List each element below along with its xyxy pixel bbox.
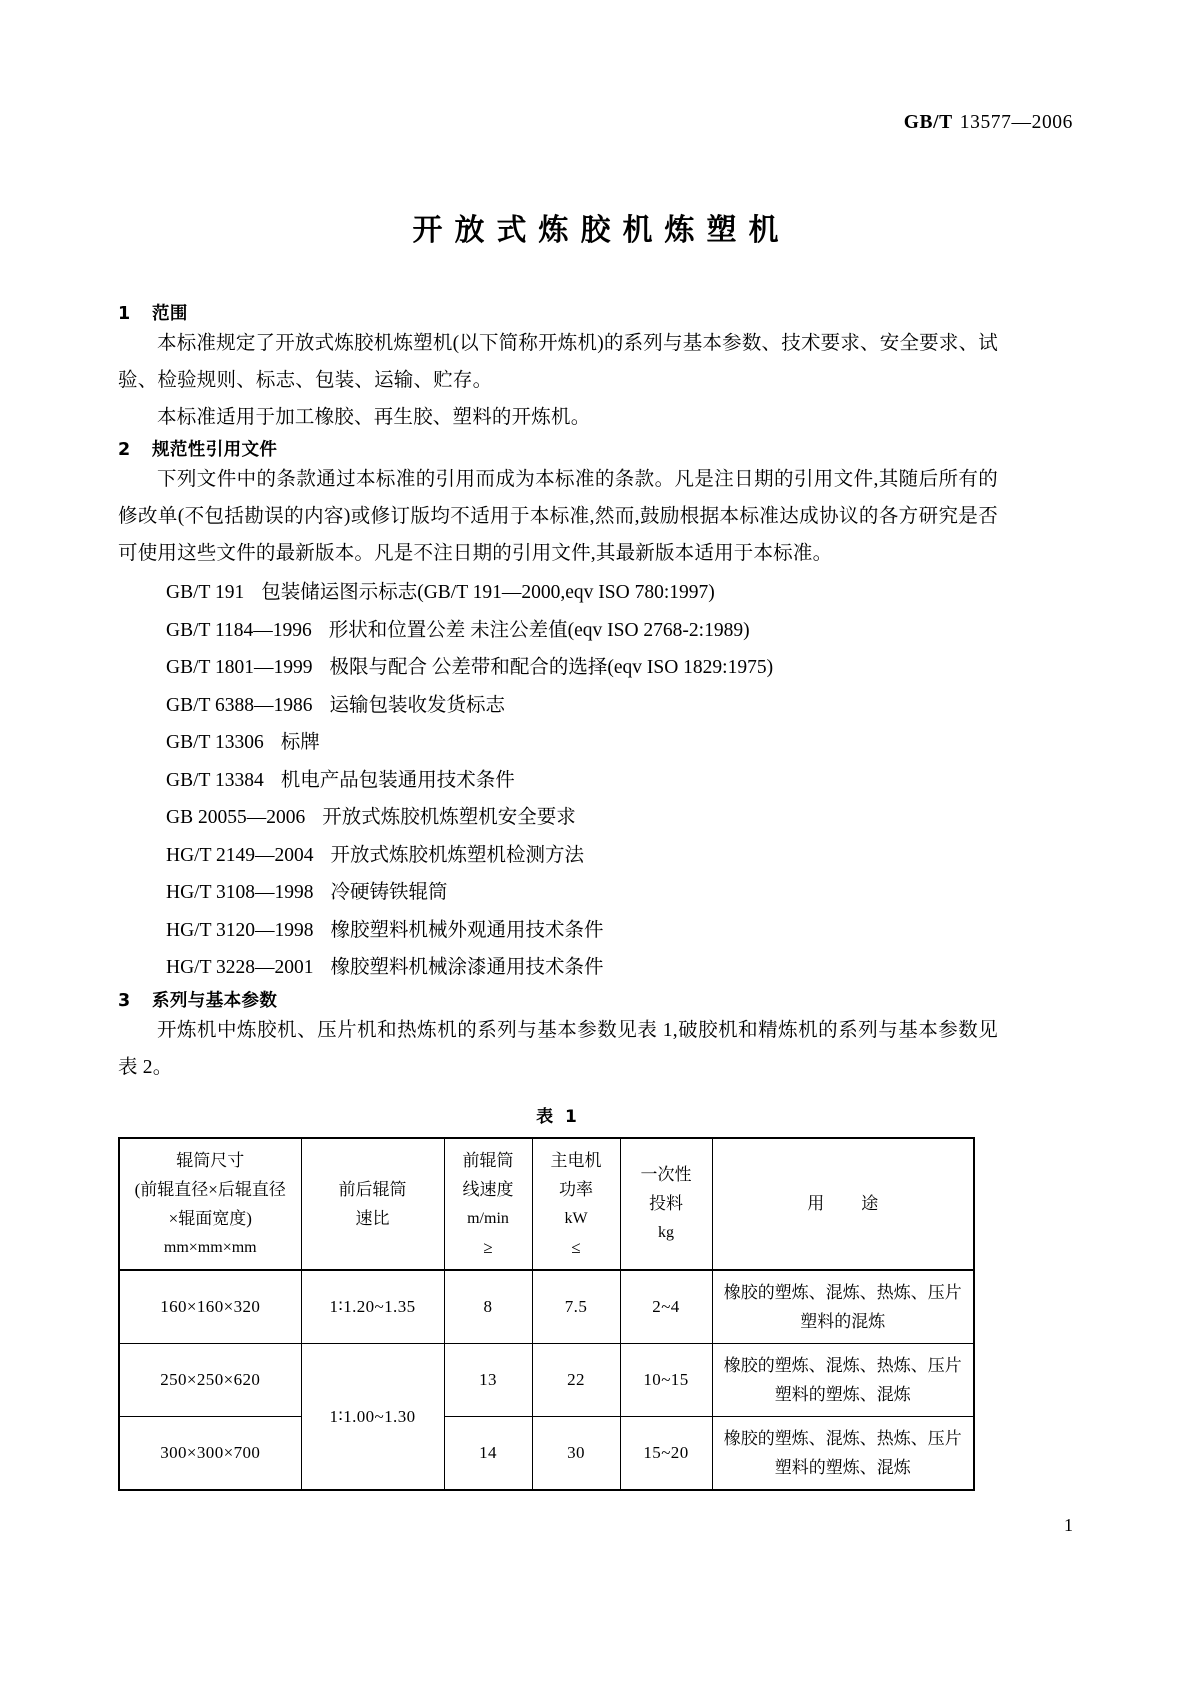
section-3-paragraph-1: 开炼机中炼胶机、压片机和热炼机的系列与基本参数见表 1,破胶机和精炼机的系列与基本参数见表 2。	[118, 1019, 998, 1078]
linear-speed-line-2: 线速度	[462, 1179, 514, 1199]
speed-ratio-line-2: 速比	[355, 1208, 390, 1228]
table-row	[119, 1416, 974, 1490]
reference-title: 橡胶塑料机械涂漆通用技术条件	[330, 957, 604, 978]
reference-title: 极限与配合 公差带和配合的选择(eqv ISO 1829:1975)	[329, 657, 774, 678]
section-heading-3	[118, 987, 998, 1012]
application-line-2: 塑料的塑炼、混炼	[774, 1457, 911, 1477]
batch-charge-line-2: 投料	[649, 1194, 683, 1213]
document-body	[118, 300, 998, 1491]
list-item	[118, 687, 998, 725]
motor-power-unit: kW	[564, 1209, 588, 1227]
cell-roll-size: 250×250×620	[119, 1343, 301, 1416]
roll-size-line-2: (前辊直径×后辊直径	[134, 1179, 286, 1199]
speed-ratio-line-1: 前后辊筒	[338, 1179, 407, 1199]
page-title: 开放式炼胶机炼塑机	[412, 213, 791, 248]
reference-code: GB/T 1184—1996	[166, 619, 312, 641]
list-item	[118, 837, 998, 875]
reference-code: GB/T 13306	[166, 732, 264, 753]
cell-motor-power: 22	[532, 1343, 620, 1416]
reference-title: 包装储运图示标志(GB/T 191—2000,eqv ISO 780:1997)	[261, 582, 715, 603]
motor-power-symbol: ≤	[571, 1237, 581, 1257]
cell-batch-charge: 10~15	[620, 1343, 712, 1416]
column-header-speed-ratio	[301, 1138, 444, 1270]
table-caption: 表 1	[536, 1106, 580, 1127]
column-header-linear-speed	[444, 1138, 532, 1270]
application-line-2: 塑料的混炼	[800, 1311, 886, 1331]
cell-motor-power: 7.5	[532, 1270, 620, 1344]
section-1-paragraph-1: 本标准规定了开放式炼胶机炼塑机(以下简称开炼机)的系列与基本参数、技术要求、安全要求、试验、检验规则、标志、包装、运输、贮存。	[118, 333, 998, 391]
section-2-paragraph-1: 下列文件中的条款通过本标准的引用而成为本标准的条款。凡是注日期的引用文件,其随后所有的修改单(不包括勘误的内容)或修订版均不适用于本标准,然而,鼓励根据本标准达成协议的各方研究是否可使用这些文件的最新版本。凡是不注日期的引用文件,其最新版本适用于本标准。	[118, 469, 998, 564]
column-header-batch-charge	[620, 1138, 712, 1270]
reference-code: HG/T 2149—2004	[166, 844, 314, 866]
cell-speed-ratio: 1∶1.20~1.35	[301, 1270, 444, 1344]
reference-title: 橡胶塑料机械外观通用技术条件	[330, 919, 604, 941]
application-line-1: 橡胶的塑炼、混炼、热炼、压片	[723, 1428, 962, 1448]
cell-roll-size: 160×160×320	[119, 1270, 301, 1344]
reference-code: GB 20055—2006	[166, 807, 306, 828]
reference-code: GB/T 13384	[166, 769, 264, 791]
reference-code: HG/T 3108—1998	[166, 882, 314, 903]
cell-linear-speed: 14	[444, 1416, 532, 1490]
reference-title: 开放式炼胶机炼塑机安全要求	[322, 807, 576, 828]
list-item	[118, 649, 998, 687]
list-item	[118, 724, 998, 762]
batch-charge-line-1: 一次性	[640, 1165, 692, 1184]
cell-linear-speed: 8	[444, 1270, 532, 1344]
list-item	[118, 949, 998, 987]
list-item	[118, 799, 998, 837]
motor-power-line-1: 主电机	[550, 1150, 602, 1170]
reference-code: GB/T 6388—1986	[166, 694, 313, 716]
reference-title: 机电产品包装通用技术条件	[280, 769, 515, 791]
list-item	[118, 574, 998, 612]
section-heading-2	[118, 436, 998, 461]
running-header	[904, 112, 1073, 134]
section-title-2: 规范性引用文件	[152, 440, 278, 460]
section-number-3: 3	[118, 990, 131, 1011]
motor-power-line-2: 功率	[559, 1179, 593, 1199]
cell-application	[712, 1416, 974, 1490]
reference-title: 冷硬铸铁辊筒	[330, 882, 448, 903]
cell-batch-charge: 2~4	[620, 1270, 712, 1344]
standard-number: 13577—2006	[959, 112, 1073, 133]
reference-title: 标牌	[280, 732, 320, 753]
reference-code: HG/T 3228—2001	[166, 957, 314, 978]
page-number: 1	[1064, 1515, 1073, 1535]
reference-title: 运输包装收发货标志	[329, 694, 505, 716]
section-1-paragraph-2: 本标准适用于加工橡胶、再生胶、塑料的开炼机。	[157, 407, 591, 428]
list-item	[118, 912, 998, 950]
application-line-1: 橡胶的塑炼、混炼、热炼、压片	[723, 1355, 962, 1375]
column-header-application: 用 途	[712, 1138, 974, 1270]
table-row	[119, 1270, 974, 1344]
cell-speed-ratio-merged: 1∶1.00~1.30	[301, 1343, 444, 1490]
cell-roll-size: 300×300×700	[119, 1416, 301, 1490]
linear-speed-line-1: 前辊筒	[462, 1150, 514, 1170]
reference-code: GB/T 191	[166, 582, 245, 603]
reference-code: HG/T 3120—1998	[166, 919, 314, 941]
cell-application	[712, 1270, 974, 1344]
roll-size-line-3: ×辊面宽度)	[168, 1208, 252, 1228]
section-heading-1	[118, 300, 998, 325]
reference-title: 形状和位置公差 未注公差值(eqv ISO 2768-2:1989)	[328, 619, 750, 641]
table-row	[119, 1343, 974, 1416]
standard-prefix: GB/T	[903, 112, 953, 133]
section-title-3: 系列与基本参数	[152, 990, 278, 1011]
reference-title: 开放式炼胶机炼塑机检测方法	[330, 844, 585, 866]
reference-code: GB/T 1801—1999	[166, 657, 313, 678]
list-item	[118, 612, 998, 650]
column-header-roll-size	[119, 1138, 301, 1270]
cell-linear-speed: 13	[444, 1343, 532, 1416]
linear-speed-unit: m/min	[467, 1209, 509, 1227]
cell-motor-power: 30	[532, 1416, 620, 1490]
section-number-1: 1	[118, 304, 131, 324]
batch-charge-unit: kg	[658, 1224, 674, 1241]
list-item	[118, 874, 998, 912]
column-header-motor-power	[532, 1138, 620, 1270]
linear-speed-symbol: ≥	[483, 1237, 493, 1257]
list-item	[118, 762, 998, 800]
application-line-2: 塑料的塑炼、混炼	[774, 1384, 911, 1404]
roll-size-line-1: 辊筒尺寸	[176, 1150, 245, 1170]
application-line-1: 橡胶的塑炼、混炼、热炼、压片	[723, 1282, 962, 1302]
section-number-2: 2	[118, 440, 131, 460]
normative-reference-list	[118, 574, 998, 987]
cell-application	[712, 1343, 974, 1416]
specification-table	[118, 1137, 975, 1491]
cell-batch-charge: 15~20	[620, 1416, 712, 1490]
section-title-1: 范围	[152, 304, 188, 324]
roll-size-unit: mm×mm×mm	[163, 1238, 257, 1256]
table-header-row	[119, 1138, 974, 1270]
